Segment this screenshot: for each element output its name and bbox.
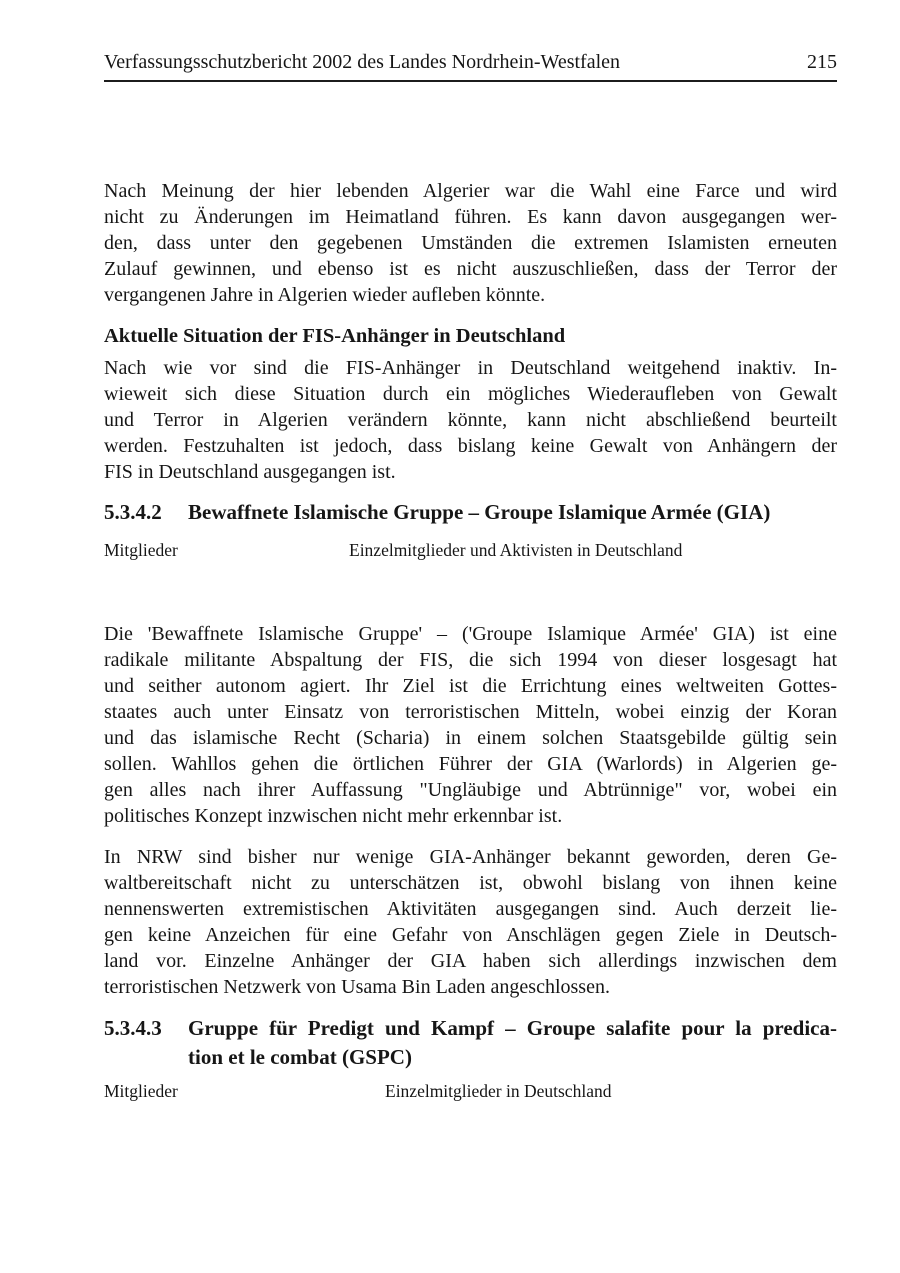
text-line: Zulauf gewinnen, und ebenso ist es nicht auszuschließen, dass der Terror der — [104, 258, 837, 280]
gia-paragraph-2 — [104, 844, 837, 1000]
fis-status-paragraph — [104, 355, 837, 485]
members-value: Einzelmitglieder in Deutschland — [385, 1081, 612, 1101]
running-head-title: Verfassungsschutzbericht 2002 des Landes Nordrhein-Westfalen — [104, 51, 621, 73]
text-line: gen keine Anzeichen für eine Gefahr von Anschlägen gegen Ziele in Deutsch- — [104, 924, 837, 946]
members-label: Mitglieder — [104, 540, 178, 560]
fis-status-heading: Aktuelle Situation der FIS-Anhänger in Deutschland — [104, 325, 566, 347]
text-line: staates auch unter Einsatz von terroristischen Mitteln, wobei einzig der Koran — [104, 701, 837, 723]
text-line: FIS in Deutschland ausgegangen ist. — [104, 461, 396, 483]
section-title — [188, 498, 837, 527]
text-line: den, dass unter den gegebenen Umständen die extremen Islamisten erneuten — [104, 232, 837, 254]
members-label: Mitglieder — [104, 1081, 178, 1101]
text-line: werden. Festzuhalten ist jedoch, dass bislang keine Gewalt von Anhängern der — [104, 435, 837, 457]
text-line: und Terror in Algerien verändern könnte, kann nicht abschließend beurteilt — [104, 409, 837, 431]
members-row-gia — [104, 539, 837, 561]
text-line: terroristischen Netzwerk von Usama Bin Laden angeschlossen. — [104, 976, 610, 998]
text-line: nicht zu Änderungen im Heimatland führen. Es kann davon ausgegangen wer- — [104, 206, 837, 228]
text-line: und seither autonom agiert. Ihr Ziel ist die Errichtung eines weltweiten Gottes- — [104, 675, 837, 697]
section-number: 5.3.4.3 — [104, 1016, 162, 1040]
text-line: Gruppe für Predigt und Kampf – Groupe salafite pour la predica- — [188, 1016, 837, 1040]
text-line: Nach Meinung der hier lebenden Algerier war die Wahl eine Farce und wird — [104, 180, 837, 202]
text-line: tion et le combat (GSPC) — [188, 1045, 412, 1069]
text-line: vergangenen Jahre in Algerien wieder aufleben könnte. — [104, 284, 546, 306]
members-row-gspc — [104, 1080, 837, 1102]
section-heading-gspc — [104, 1014, 837, 1072]
section-number: 5.3.4.2 — [104, 500, 162, 524]
text-line: nennenswerten extremistischen Aktivitäten ausgegangen sind. Auch derzeit lie- — [104, 898, 837, 920]
text-line: sollen. Wahllos gehen die örtlichen Führer der GIA (Warlords) in Algerien ge- — [104, 753, 837, 775]
text-line: politisches Konzept inzwischen nicht mehr erkennbar ist. — [104, 805, 563, 827]
members-value: Einzelmitglieder und Aktivisten in Deutschland — [349, 540, 683, 560]
intro-paragraph — [104, 178, 837, 308]
text-line: radikale militante Abspaltung der FIS, die sich 1994 von dieser losgesagt hat — [104, 649, 837, 671]
gia-paragraph-1 — [104, 621, 837, 829]
text-line: waltbereitschaft nicht zu unterschätzen ist, obwohl bislang von ihnen keine — [104, 872, 837, 894]
text-line: und das islamische Recht (Scharia) in einem solchen Staatsgebilde gültig sein — [104, 727, 837, 749]
text-line: gen alles nach ihrer Auffassung "Ungläubige und Abtrünnige" vor, wobei ein — [104, 779, 837, 801]
running-head — [104, 50, 837, 82]
text-line: In NRW sind bisher nur wenige GIA-Anhänger bekannt geworden, deren Ge- — [104, 846, 837, 868]
text-line: Bewaffnete Islamische Gruppe – Groupe Islamique Armée (GIA) — [188, 500, 771, 524]
page-number: 215 — [807, 51, 837, 73]
section-heading-gia — [104, 498, 837, 527]
text-line: Nach wie vor sind die FIS-Anhänger in Deutschland weitgehend inaktiv. In- — [104, 357, 837, 379]
text-line: wieweit sich diese Situation durch ein mögliches Wiederaufleben von Gewalt — [104, 383, 837, 405]
text-line: Die 'Bewaffnete Islamische Gruppe' – ('Groupe Islamique Armée' GIA) ist eine — [104, 623, 837, 645]
text-line: land vor. Einzelne Anhänger der GIA haben sich allerdings inzwischen dem — [104, 950, 837, 972]
section-title — [188, 1014, 837, 1072]
